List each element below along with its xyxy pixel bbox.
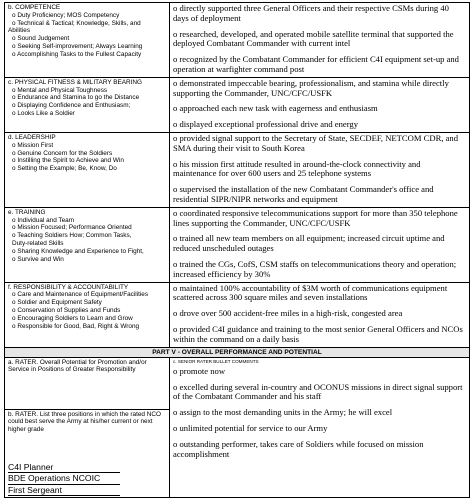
bullet-comment: o coordinated responsive telecommunications support for more than 350 telephone lines supporting the Commander, UNC/CFC/USFK	[173, 207, 458, 228]
bullet-comment: o provided signal support to the Secretary of State, SECDEF, NETCOM CDR, and SMA during their visit to South Korea	[173, 132, 459, 153]
bullet-comment: o researched, developed, and operated mobile satellite terminal that supported the deployed Combatant Commander with current intel	[173, 28, 454, 49]
criteria-item: o Teaching Soldiers How; Common Tasks,	[12, 232, 132, 240]
criteria-item: o Sound Judgement	[12, 35, 70, 43]
physical-bullets	[170, 77, 470, 132]
bullet-comment: o drove over 500 accident-free miles in a high-risk, congested area	[173, 308, 403, 319]
bullet-comment: o excelled during several in-country and OCONUS missions in direct signal support of the Combatant Commander and his staff	[173, 381, 463, 402]
bullet-comment: o recognized by the Combatant Commander for efficient C4I equipment set-up and operation at warfighter command post	[173, 54, 459, 74]
criteria-item: o Conservation of Supplies and Funds	[12, 306, 121, 314]
competence-bullets	[170, 3, 470, 78]
criteria-item: o Duty Proficiency; MOS Competency	[12, 11, 120, 19]
criteria-item: o Responsible for Good, Bad, Right & Wrong	[12, 322, 140, 330]
competence-criteria	[5, 3, 170, 78]
rater-column	[5, 357, 170, 497]
positions-list	[8, 462, 166, 496]
position-item: C4I Planner	[8, 462, 120, 473]
bullet-comment: o promote now	[173, 365, 226, 376]
physical-row	[5, 77, 470, 132]
responsibility-row	[5, 282, 470, 347]
criteria-item: o Instilling the Spirit to Achieve and Win	[12, 157, 124, 165]
criteria-item: o Displaying Confidence and Enthusiasm;	[12, 102, 131, 110]
physical-criteria	[5, 77, 170, 132]
bullet-comment: o his mission first attitude resulted in around-the-clock connectivity and maintenance for over 600 users and 25 telephone systems	[173, 158, 421, 179]
part-v-header: PART V - OVERALL PERFORMANCE AND POTENTIAL	[5, 347, 470, 357]
criteria-item: o Seeking Self-improvement; Always Learning	[12, 43, 143, 51]
criteria-item: o Mission Focused; Performance Oriented	[12, 224, 132, 232]
bullet-comment: o directly supported three General Officers and their respective CSMs during 40 days of deployment	[173, 3, 449, 23]
section-title: e. TRAINING	[8, 208, 46, 216]
section-title: f. RESPONSIBILITY & ACCOUNTABILITY	[8, 283, 129, 291]
criteria-item: Duty-related Skills	[12, 240, 64, 247]
training-criteria	[5, 207, 170, 282]
bullet-comment: o maintained 100% accountability of $3M worth of communications equipment scattered across 300 square miles and seven installations	[173, 282, 448, 303]
criteria-item: o Genuine Concern for the Soldiers	[12, 149, 113, 157]
rater-b-label: b. RATER. List three positions in which the rated NCO could best serve the Army at his/her current or next higher grade	[8, 410, 161, 434]
bullet-comment: o supervised the installation of the new Combatant Commander's office and residential SIPR/NIPR networks and equipment	[173, 184, 434, 204]
criteria-item: o Soldier and Equipment Safety	[12, 299, 102, 307]
responsibility-criteria	[5, 282, 170, 347]
leadership-bullets	[170, 132, 470, 207]
bullet-comment: o approached each new task with eagerness and enthusiasm	[173, 103, 378, 114]
bullet-comment: o outstanding performer, takes care of Soldiers while focused on mission accomplishment	[173, 438, 424, 459]
criteria-item: o Care and Maintenance of Equipment/Facilities	[12, 291, 149, 299]
position-item: BDE Operations NCOIC	[8, 473, 120, 484]
training-row	[5, 207, 470, 282]
criteria-item: o Survive and Win	[12, 255, 64, 263]
training-bullets	[170, 207, 470, 282]
criteria-item: o Mental and Physical Toughness	[12, 86, 108, 94]
leadership-row	[5, 132, 470, 207]
bullet-comment: o trained all new team members on all equipment; increased circuit uptime and reduced unscheduled outages	[173, 233, 445, 254]
section-title: d. LEADERSHIP	[8, 133, 56, 141]
bullet-comment: o trained the CGs, CofS, CSM staffs on telecommunications theory and operation; increased efficiency by 30%	[173, 258, 457, 279]
rater-a-box	[5, 358, 169, 410]
criteria-item: o Looks Like a Soldier	[12, 110, 75, 118]
criteria-item: o Technical & Tactical; Knowledge, Skills, and	[12, 19, 141, 27]
senior-rater-label: c. SENIOR RATER BULLET COMMENTS	[173, 358, 259, 364]
bullet-comment: o provided C4I guidance and training to the most senior General Officers and NCOs within the command on a daily basis	[173, 323, 463, 344]
rater-b-box	[5, 410, 169, 497]
bullet-comment: o demonstrated impeccable bearing, professionalism, and stamina while directly supporting the Commander, UNC/CFC/USFK	[173, 77, 449, 98]
bullet-comment: o unlimited potential for service to our Army	[173, 422, 328, 433]
position-item: First Sergeant	[8, 485, 120, 496]
criteria-item: o Setting the Example; Be, Know, Do	[12, 165, 117, 173]
section-title: b. COMPETENCE	[8, 4, 61, 11]
bullet-comment: o displayed exceptional professional drive and energy	[173, 119, 359, 130]
responsibility-bullets	[170, 282, 470, 347]
criteria-item: o Encouraging Soldiers to Learn and Grow	[12, 314, 133, 322]
ncoer-form-page	[4, 2, 470, 502]
bullet-comment: o assign to the most demanding units in the Army; he will excel	[173, 407, 393, 418]
ncoer-table	[4, 2, 470, 498]
criteria-item: Abilities	[8, 27, 31, 35]
criteria-item: o Individual and Team	[12, 216, 75, 224]
rater-a-label: a. RATER. Overall Potential for Promotion and/or Service in Positions of Greater Responsibility	[8, 358, 147, 374]
criteria-item: o Mission First	[12, 141, 54, 149]
part-v-row	[5, 357, 470, 497]
senior-rater-comments	[170, 357, 470, 497]
criteria-item: o Accomplishing Tasks to the Fullest Capacity	[12, 50, 142, 58]
competence-row	[5, 3, 470, 78]
leadership-criteria	[5, 132, 170, 207]
criteria-item: o Sharing Knowledge and Experience to Fight,	[12, 247, 144, 255]
part-v-header-row	[5, 347, 470, 357]
section-title: c. PHYSICAL FITNESS & MILITARY BEARING	[8, 78, 142, 86]
criteria-item: o Endurance and Stamina to go the Distance	[12, 94, 140, 102]
